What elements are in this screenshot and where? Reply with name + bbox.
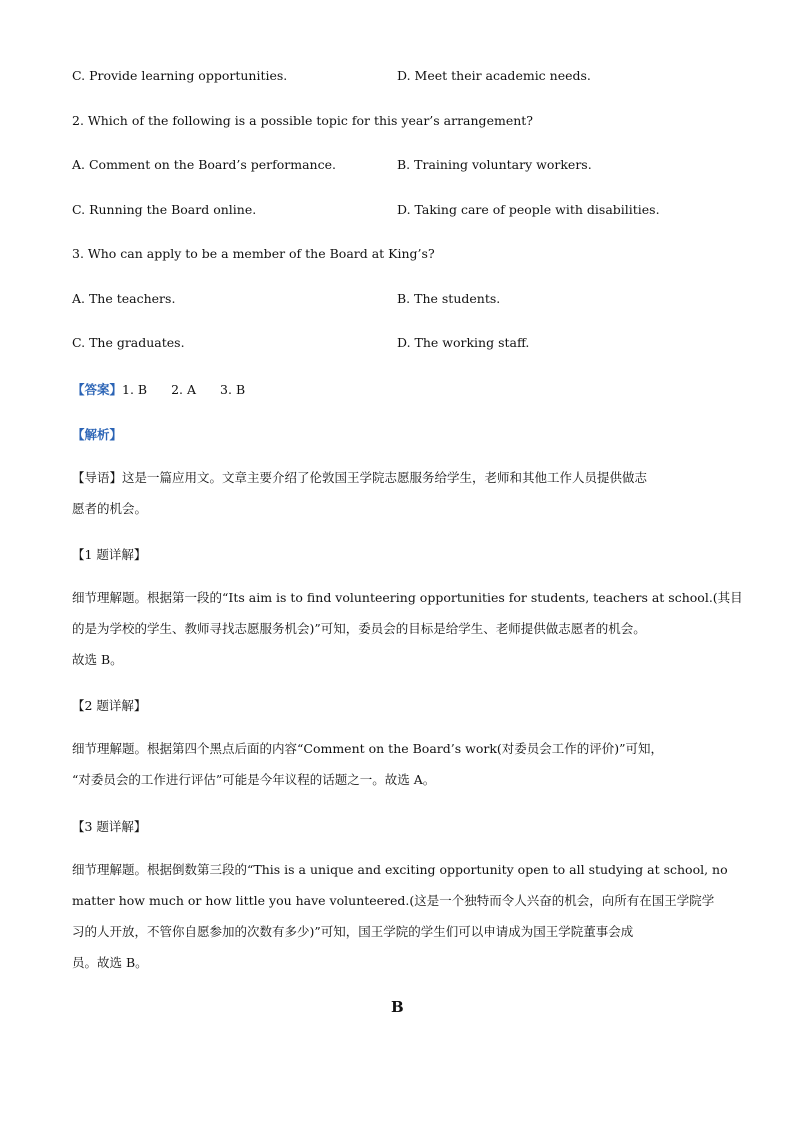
detail3-line: 习的人开放，不管你自愿参加的次数有多少)”可知，国王学院的学生们可以申请成为国王学院董事会成 [72,924,634,939]
q2-stem: 2. Which of the following is a possible topic for this year’s arrangement? [72,113,533,128]
detail2-line: “对委员会的工作进行评估”可能是今年议程的话题之一。故选 A。 [72,772,436,787]
q3-option-b: B. The students. [397,291,501,306]
detail3-line: 员。故选 B。 [72,955,148,970]
q3-option-d: D. The working staff. [397,335,530,350]
q2-option-d: D. Taking care of people with disabilities. [397,202,660,217]
q1-option-d: D. Meet their academic needs. [397,68,591,83]
guide-line: 【导语】这是一篇应用文。文章主要介绍了伦敦国王学院志愿服务给学生，老师和其他工作人员提供做志 [72,470,648,485]
detail3-heading: 【3 题详解】 [72,819,147,834]
answer-item: 1. B [122,382,148,397]
detail3-line: 细节理解题。根据倒数第三段的“This is a unique and exciting opportunity open to all studying at school, no [72,862,728,877]
detail2-paragraph [72,733,722,795]
analysis-label: 【解析】 [72,427,123,442]
detail2-heading: 【2 题详解】 [72,698,147,713]
answer-row [72,380,269,398]
detail2-line: 细节理解题。根据第四个黑点后面的内容“Comment on the Board’s work(对委员会工作的评价)”可知， [72,741,664,756]
q1-option-c: C. Provide learning opportunities. [72,68,288,83]
detail1-line: 细节理解题。根据第一段的“Its aim is to find volunteering opportunities for students, teachers at school.(其目 [72,590,743,605]
section-title: B [391,998,404,1016]
answer-item: 2. A [171,382,197,397]
answer-item: 3. B [220,382,246,397]
detail1-paragraph [72,582,743,675]
detail1-line: 故选 B。 [72,652,123,667]
q2-option-a: A. Comment on the Board’s performance. [72,157,336,172]
detail3-paragraph [72,854,728,978]
q2-option-c: C. Running the Board online. [72,202,257,217]
detail1-heading: 【1 题详解】 [72,547,147,562]
detail1-line: 的是为学校的学生、教师寻找志愿服务机会)”可知，委员会的目标是给学生、老师提供做志愿者的机会。 [72,621,646,636]
q3-option-a: A. The teachers. [72,291,176,306]
answer-label: 【答案】 [72,382,123,397]
q3-option-c: C. The graduates. [72,335,185,350]
q2-option-b: B. Training voluntary workers. [397,157,592,172]
q3-stem: 3. Who can apply to be a member of the Board at King’s? [72,246,435,261]
guide-paragraph [72,462,722,524]
guide-line: 愿者的机会。 [72,501,148,516]
detail3-line: matter how much or how little you have volunteered.(这是一个独特而令人兴奋的机会，向所有在国王学院学 [72,893,715,908]
